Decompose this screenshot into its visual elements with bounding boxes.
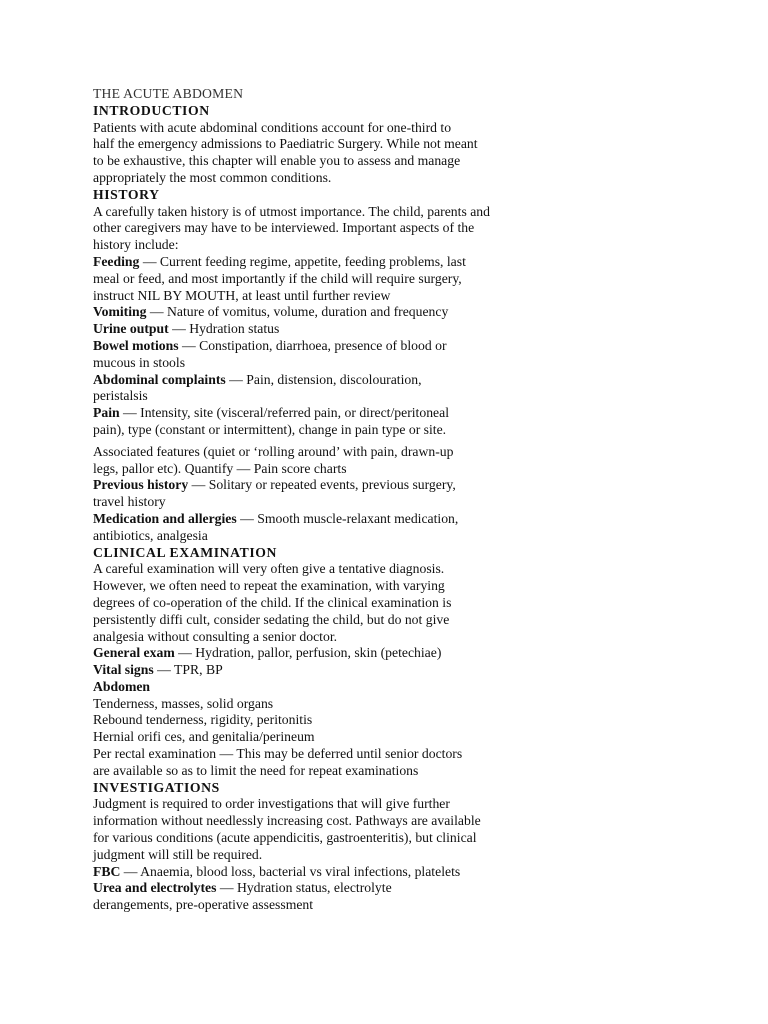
bullet-tenderness [93, 696, 563, 713]
bullet-text: — Constipation, diarrhoea, presence of blood or [178, 337, 447, 353]
bullet-hernial [93, 729, 563, 746]
bullet-urea-electrolytes [93, 880, 563, 897]
bullet-text: Hernial orifi ces, and genitalia/perineum [93, 729, 315, 745]
clinical-line: A careful examination will very often give a tentative diagnosis. [93, 561, 445, 577]
bullet-medication-allergies [93, 511, 563, 528]
document-title: THE ACUTE ABDOMEN [93, 86, 244, 101]
bullet-vital-signs [93, 662, 563, 679]
intro-line: to be exhaustive, this chapter will enable you to assess and manage [93, 153, 461, 169]
bullet-text: — Smooth muscle-relaxant medication, [236, 510, 459, 526]
intro-line: appropriately the most common conditions. [93, 169, 332, 185]
bullet-label: Vomiting [93, 304, 147, 320]
bullet-text: Rebound tenderness, rigidity, peritonitis [93, 712, 313, 728]
bullet-text: — TPR, BP [153, 662, 223, 678]
clinical-line: degrees of co-operation of the child. If the clinical examination is [93, 594, 452, 610]
bullet-label: Urea and electrolytes [93, 880, 217, 896]
bullet-urine-output [93, 321, 563, 338]
bullet-text: — Solitary or repeated events, previous surgery, [188, 477, 456, 493]
bullet-label: Previous history [93, 477, 189, 493]
bullet-bowel-motions [93, 338, 563, 355]
bullet-label: FBC [93, 863, 121, 879]
bullet-continuation: instruct NIL BY MOUTH, at least until further review [93, 287, 391, 303]
intro-line: Patients with acute abdominal conditions account for one-third to [93, 119, 452, 135]
document-page [93, 86, 563, 914]
bullet-text: — Anaemia, blood loss, bacterial vs viral infections, platelets [120, 863, 461, 879]
bullet-continuation: peristalsis [93, 388, 148, 404]
history-line: other caregivers may have to be interviewed. Important aspects of the [93, 220, 475, 236]
bullet-fbc [93, 864, 563, 881]
investigations-heading: INVESTIGATIONS [93, 779, 220, 795]
bullet-continuation: travel history [93, 494, 166, 510]
bullet-label: Pain [93, 405, 120, 421]
introduction-heading: INTRODUCTION [93, 102, 210, 118]
bullet-label: Abdomen [93, 678, 151, 694]
bullet-label: Vital signs [93, 662, 154, 678]
bullet-label: Feeding [93, 253, 140, 269]
bullet-text: Per rectal examination — This may be deferred until senior doctors [93, 746, 463, 762]
bullet-feeding [93, 254, 563, 271]
bullet-rebound [93, 712, 563, 729]
associated-line: legs, pallor etc). Quantify — Pain score charts [93, 460, 347, 476]
bullet-continuation: pain), type (constant or intermittent), change in pain type or site. [93, 421, 447, 437]
clinical-line: analgesia without consulting a senior doctor. [93, 628, 338, 644]
bullet-continuation: meal or feed, and most importantly if the child will require surgery, [93, 270, 462, 286]
history-line: A carefully taken history is of utmost importance. The child, parents and [93, 203, 490, 219]
bullet-continuation: mucous in stools [93, 354, 186, 370]
associated-line: Associated features (quiet or ‘rolling around’ with pain, drawn-up [93, 443, 454, 459]
investigations-line: Judgment is required to order investigations that will give further [93, 796, 450, 812]
bullet-label: Medication and allergies [93, 510, 237, 526]
bullet-pain [93, 405, 563, 422]
bullet-previous-history [93, 477, 563, 494]
clinical-line: persistently diffi cult, consider sedating the child, but do not give [93, 611, 450, 627]
investigations-line: judgment will still be required. [93, 846, 263, 862]
bullet-text: — Nature of vomitus, volume, duration and frequency [146, 304, 449, 320]
bullet-label: Urine output [93, 321, 169, 337]
bullet-label: General exam [93, 645, 175, 661]
investigations-line: for various conditions (acute appendicitis, gastroenteritis), but clinical [93, 830, 477, 846]
bullet-label: Bowel motions [93, 337, 179, 353]
bullet-text: — Current feeding regime, appetite, feeding problems, last [139, 253, 466, 269]
investigations-line: information without needlessly increasing cost. Pathways are available [93, 813, 481, 829]
history-heading: HISTORY [93, 186, 160, 202]
clinical-examination-heading: CLINICAL EXAMINATION [93, 544, 278, 560]
bullet-text: Tenderness, masses, solid organs [93, 695, 274, 711]
bullet-text: — Intensity, site (visceral/referred pain, or direct/peritoneal [119, 405, 449, 421]
bullet-general-exam [93, 645, 563, 662]
bullet-text: — Hydration, pallor, perfusion, skin (petechiae) [174, 645, 442, 661]
bullet-continuation: antibiotics, analgesia [93, 527, 208, 543]
bullet-per-rectal [93, 746, 563, 763]
bullet-text: — Pain, distension, discolouration, [225, 371, 422, 387]
bullet-abdominal-complaints [93, 372, 563, 389]
history-line: history include: [93, 237, 179, 253]
clinical-line: However, we often need to repeat the examination, with varying [93, 578, 445, 594]
bullet-continuation: are available so as to limit the need for repeat examinations [93, 762, 419, 778]
bullet-vomiting [93, 304, 563, 321]
bullet-abdomen [93, 679, 563, 696]
bullet-text: — Hydration status [168, 321, 280, 337]
bullet-continuation: derangements, pre-operative assessment [93, 897, 314, 913]
intro-line: half the emergency admissions to Paediatric Surgery. While not meant [93, 136, 478, 152]
bullet-text: — Hydration status, electrolyte [216, 880, 392, 896]
bullet-label: Abdominal complaints [93, 371, 226, 387]
